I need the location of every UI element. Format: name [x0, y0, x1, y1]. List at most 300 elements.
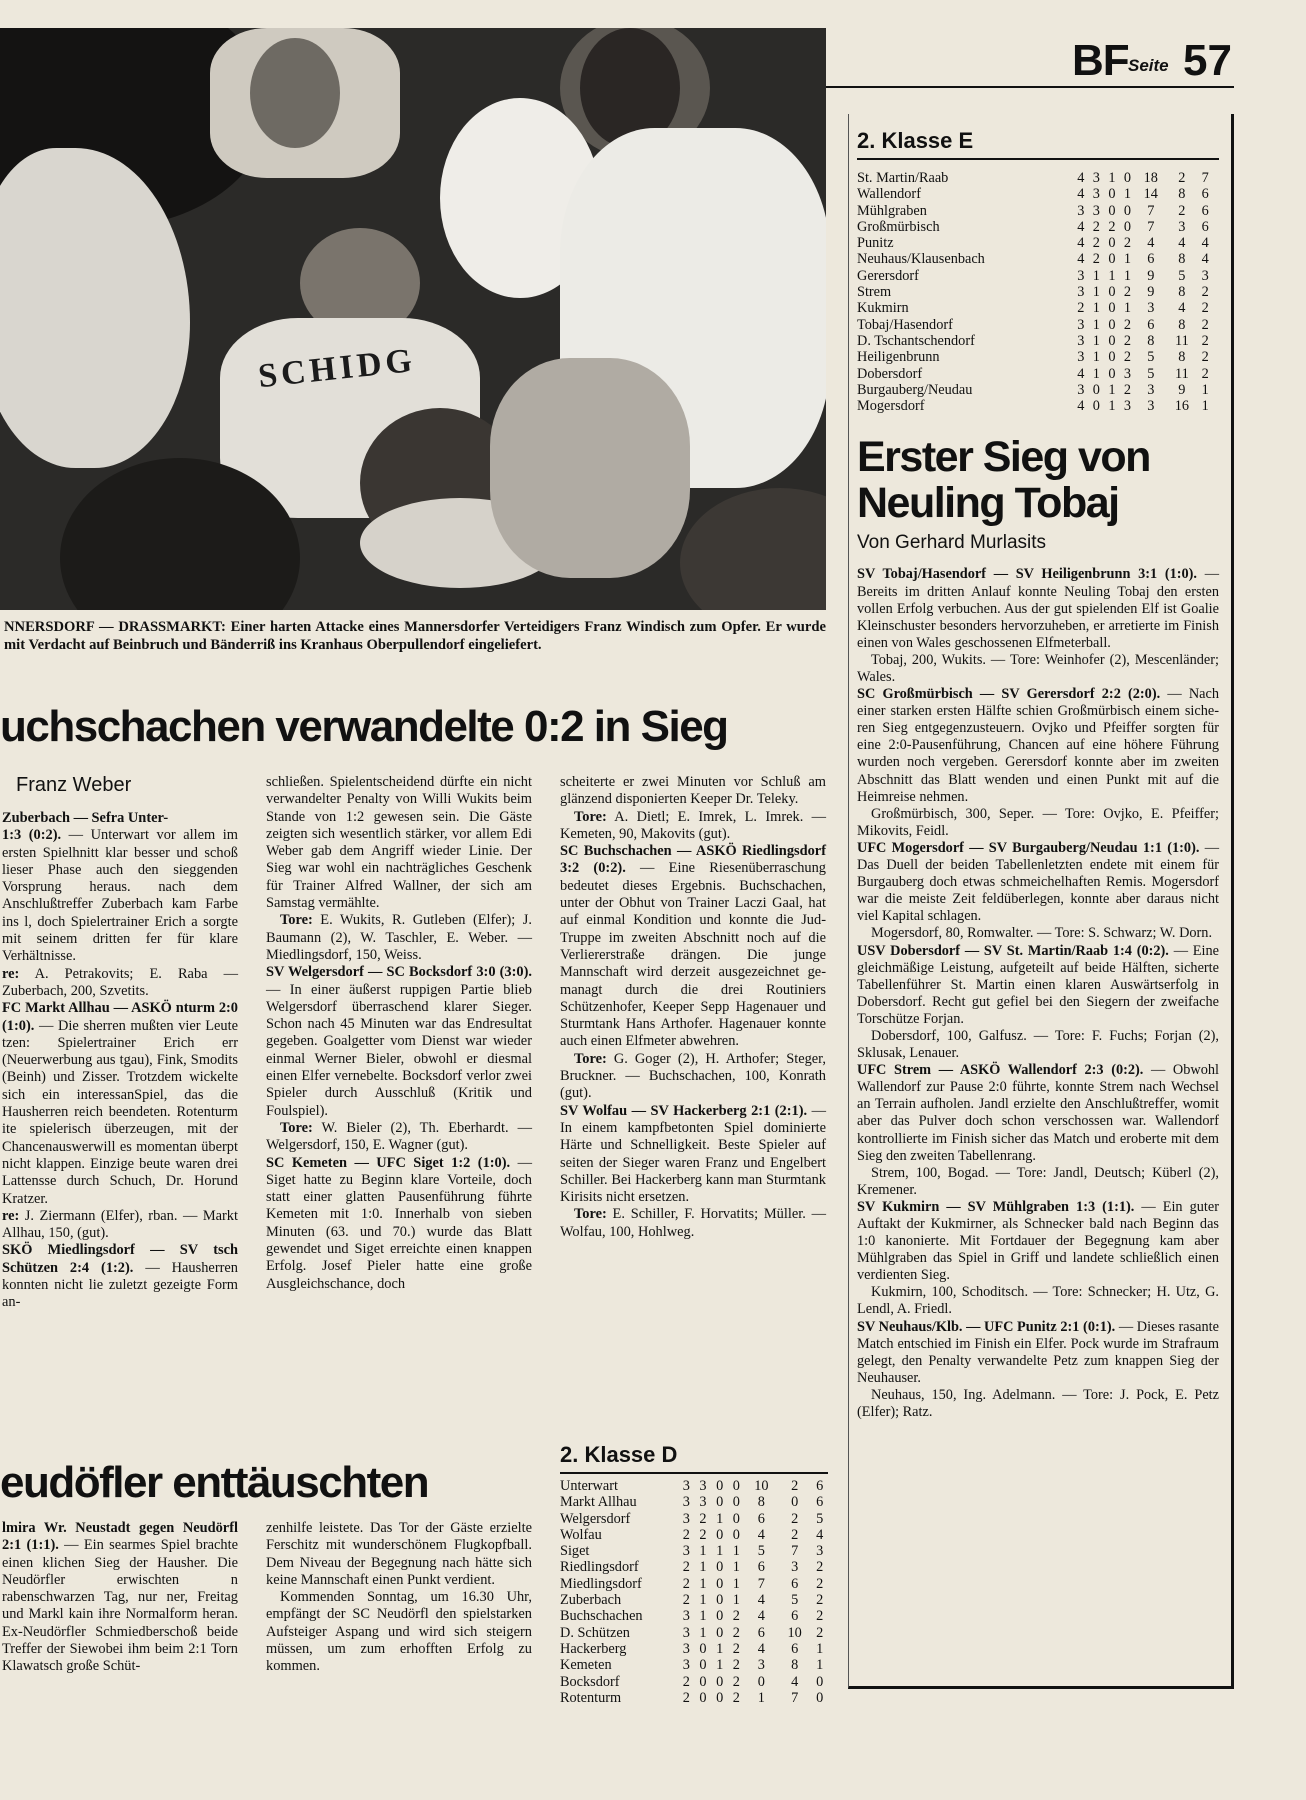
- brand-logo: BF: [1072, 36, 1129, 85]
- stat-cell: 3: [1123, 365, 1132, 382]
- team-name: Burgauberg/Neudau: [857, 381, 973, 398]
- stat-cell: 0: [716, 1559, 724, 1576]
- stat-cell: 4: [791, 1673, 799, 1690]
- standings-row: [560, 1641, 828, 1657]
- stat-cell: 2: [1123, 332, 1132, 349]
- stat-cell: 8: [1147, 332, 1155, 349]
- stat-cell: 3: [1077, 332, 1085, 349]
- team-name: Welgersdorf: [560, 1510, 631, 1527]
- stat-cell: 1: [699, 1543, 707, 1560]
- stat-cell: 8: [1178, 251, 1186, 268]
- team-name: Hackerberg: [560, 1640, 627, 1657]
- stat-cell: 6: [791, 1608, 799, 1625]
- klasse-e-title: 2. Klasse E: [857, 128, 974, 153]
- stat-cell: 0: [791, 1494, 799, 1511]
- stat-cell: 6: [791, 1640, 799, 1657]
- stat-cell: 4: [1178, 300, 1186, 317]
- stat-cell: 6: [757, 1624, 765, 1641]
- team-name: Strem: [857, 284, 892, 301]
- paragraph: SC Buchschachen — ASKÖ Riedlingsdorf 3:2 (0:2). — Eine Riesenüberraschung bedeutet dieses Ergebnis. Buchschachen, unter der Obhut von Trainer Laczi Gaal, hat auf einmal Kondition und konnte die JudTruppe im zweiten Abschnitt noch auf die Verliererstraße drängen. Die junge Mannschaft wird derzeit ausgezeichnet gemanagt durch die drei Routiniers Schützenhofer, Keeper Sepp Hagenauer und Sturmtank Hans Arthofer. Hagenauer konnte auch einen Elfmeter abwehren.: [560, 843, 826, 1050]
- stat-cell: 16: [1174, 398, 1190, 415]
- stat-cell: 2: [1123, 349, 1132, 366]
- stat-cell: 1: [816, 1640, 824, 1657]
- stat-cell: 1: [716, 1510, 724, 1527]
- stat-cell: 0: [699, 1657, 707, 1674]
- stat-cell: 2: [682, 1689, 690, 1706]
- stat-cell: 4: [1077, 170, 1085, 186]
- headline-tobaj-line1: Erster Sieg von: [857, 433, 1150, 482]
- team-name: Großmürbisch: [857, 218, 940, 235]
- standings-row: [560, 1608, 828, 1624]
- stat-cell: 7: [1147, 218, 1155, 235]
- paragraph: SV Kukmirn — SV Mühlgraben 1:3 (1:1). — Ein guter Auftakt der Kukmirner, als Schnecker bald nach Beginn das 1:0 kanonierte. Mit Fortdauer der Begegnung kam aber Mühlgraben das Spiel in Griff und landete schließlich einen verdienten Sieg.: [857, 1198, 1220, 1284]
- stat-cell: 5: [816, 1510, 824, 1527]
- stat-cell: 2: [1178, 202, 1186, 219]
- stat-cell: 0: [1123, 202, 1132, 219]
- stat-cell: 0: [716, 1575, 724, 1592]
- standings-row: [560, 1690, 828, 1706]
- stat-cell: 0: [1092, 398, 1100, 415]
- stat-cell: 3: [1077, 349, 1085, 366]
- stat-cell: 1: [699, 1575, 707, 1592]
- stat-cell: 2: [1201, 316, 1209, 333]
- page-label: Seite: [1128, 56, 1169, 75]
- stat-cell: 0: [1092, 381, 1100, 398]
- paragraph: Tore: E. Wukits, R. Gutleben (Elfer); J. Baumann (2), W. Taschler, E. Weber. — Miedlingsdorf, 150, Weiss.: [266, 912, 532, 963]
- stat-cell: 2: [816, 1624, 824, 1641]
- stat-cell: 2: [1201, 365, 1209, 382]
- section-rule: [560, 1472, 828, 1474]
- stat-cell: 7: [757, 1575, 765, 1592]
- standings-row: [857, 235, 1213, 251]
- stat-cell: 2: [732, 1673, 740, 1690]
- team-name: Tobaj/Hasendorf: [857, 316, 953, 333]
- stat-cell: 6: [1201, 186, 1209, 203]
- stat-cell: 5: [1147, 349, 1155, 366]
- standings-row: [857, 349, 1213, 365]
- stat-cell: 2: [732, 1689, 740, 1706]
- standings-row: [857, 203, 1213, 219]
- standings-row: [560, 1674, 828, 1690]
- stat-cell: 2: [699, 1526, 707, 1543]
- stat-cell: 0: [716, 1673, 724, 1690]
- stat-cell: 6: [757, 1559, 765, 1576]
- headline-buchschachen: uchschachen verwandelte 0:2 in Sieg: [0, 702, 728, 751]
- paragraph: Zuberbach — Sefra Unter-: [2, 810, 169, 826]
- team-name: Bocksdorf: [560, 1673, 620, 1690]
- stat-cell: 0: [1108, 332, 1116, 349]
- stat-cell: 2: [1108, 218, 1116, 235]
- stat-cell: 4: [1201, 235, 1209, 252]
- standings-row: [560, 1625, 828, 1641]
- stat-cell: 9: [1147, 267, 1155, 284]
- stat-cell: 3: [1123, 398, 1132, 415]
- stat-cell: 2: [732, 1624, 740, 1641]
- stat-cell: 3: [1077, 316, 1085, 333]
- right-column-box: [848, 114, 1234, 1689]
- team-name: Heiligenbrunn: [857, 349, 940, 366]
- stat-cell: 10: [754, 1478, 769, 1494]
- team-name: Unterwart: [560, 1478, 618, 1494]
- stat-cell: 0: [716, 1478, 724, 1494]
- stat-cell: 2: [1123, 235, 1132, 252]
- paragraph: SC Kemeten — UFC Siget 1:2 (1:0). — Siget hatte zu Beginn klare Vorteile, doch statt einer glatten Pausenführung führte Kemeten mit 1:0. Innerhalb von sieben Minuten (63. und 70.) wurde das Blatt gewendet und Siget erreichte einen knappen Erfolg. Josef Pieler hatte eine große Ausgleichschance, doch: [266, 1154, 532, 1292]
- article-left-col3: [560, 774, 826, 1241]
- stat-cell: 0: [1108, 316, 1116, 333]
- stat-cell: 2: [732, 1640, 740, 1657]
- paragraph: Großmürbisch, 300, Seper. — Tore: Ovjko, E. Pfeiffer; Mikovits, Feidl.: [857, 805, 1219, 839]
- stat-cell: 1: [757, 1689, 765, 1706]
- stat-cell: 4: [816, 1526, 824, 1543]
- stat-cell: 0: [757, 1673, 765, 1690]
- team-name: Wallendorf: [857, 186, 921, 203]
- stat-cell: 4: [1077, 251, 1085, 268]
- team-name: Miedlingsdorf: [560, 1575, 642, 1592]
- stat-cell: 8: [757, 1494, 765, 1511]
- stat-cell: 0: [1108, 365, 1116, 382]
- stat-cell: 2: [1201, 332, 1209, 349]
- team-name: Punitz: [857, 235, 894, 252]
- stat-cell: 1: [1092, 300, 1100, 317]
- stat-cell: 0: [1123, 170, 1132, 186]
- stat-cell: 2: [1092, 218, 1100, 235]
- paragraph: SV Tobaj/Hasendorf — SV Heiligenbrunn 3:1 (1:0). — Bereits im dritten Anlauf konnte Neuling Tobaj den ersten vollen Erfolg verbuchen. Aus der gut spielenden Elf ist Goalie Kleinschuster besonders hervorzuheben, er arretierte im Finish einen von Wales geschossenen Elfmeterball.: [857, 566, 1219, 651]
- stat-cell: 1: [1092, 284, 1100, 301]
- standings-row: [857, 398, 1213, 414]
- stat-cell: 3: [682, 1478, 690, 1494]
- stat-cell: 2: [791, 1526, 799, 1543]
- stat-cell: 2: [732, 1657, 740, 1674]
- standings-row: [857, 219, 1213, 235]
- paragraph: scheiterte er zwei Minuten vor Schluß am glänzend disponierten Keeper Dr. Teleky.: [560, 774, 826, 808]
- stat-cell: 2: [816, 1608, 824, 1625]
- stat-cell: 0: [1108, 251, 1116, 268]
- stat-cell: 0: [716, 1608, 724, 1625]
- stat-cell: 0: [1108, 202, 1116, 219]
- stat-cell: 0: [716, 1592, 724, 1609]
- stat-cell: 2: [1123, 284, 1132, 301]
- stat-cell: 2: [1201, 300, 1209, 317]
- standings-row: [857, 268, 1213, 284]
- stat-cell: 0: [732, 1510, 740, 1527]
- stat-cell: 0: [1108, 284, 1116, 301]
- stat-cell: 2: [1077, 300, 1085, 317]
- klasse-d-section: [560, 1442, 828, 1706]
- stat-cell: 8: [791, 1657, 799, 1674]
- stat-cell: 3: [791, 1559, 799, 1576]
- standings-row: [560, 1478, 828, 1494]
- stat-cell: 2: [791, 1510, 799, 1527]
- stat-cell: 6: [1201, 218, 1209, 235]
- stat-cell: 3: [1077, 202, 1085, 219]
- stat-cell: 7: [791, 1689, 799, 1706]
- standings-row: [857, 284, 1213, 300]
- team-name: Kemeten: [560, 1657, 612, 1674]
- team-name: Rotenturm: [560, 1689, 622, 1706]
- stat-cell: 0: [716, 1526, 724, 1543]
- stat-cell: 5: [757, 1543, 765, 1560]
- standings-row: [857, 382, 1213, 398]
- stat-cell: 0: [716, 1494, 724, 1511]
- team-name: Kukmirn: [857, 300, 909, 317]
- paragraph: Neuhaus, 150, Ing. Adelmann. — Tore: J. Pock, E. Petz (Elfer); Ratz.: [857, 1386, 1219, 1421]
- stat-cell: 3: [816, 1543, 824, 1560]
- paragraph: Dobersdorf, 100, Galfusz. — Tore: F. Fuchs; Forjan (2), Sklusak, Lenauer.: [857, 1027, 1219, 1062]
- stat-cell: 4: [1077, 235, 1085, 252]
- stat-cell: 3: [1077, 267, 1085, 284]
- standings-row: [560, 1559, 828, 1575]
- stat-cell: 1: [732, 1575, 740, 1592]
- stat-cell: 1: [1201, 381, 1209, 398]
- paragraph: SV Welgersdorf — SC Bocksdorf 3:0 (3:0). — In einer äußerst ruppigen Partie blieb Welgersdorf überraschend klarer Sieger. Schon nach 45 Minuten war das Endresultat gegeben. Goalgetter vom Dienst war wieder einmal Werner Bieler, obwohl er diesmal einen Elfer vernebelte. Bocksdorf verlor zwei Spieler durch Ausschluß (Kritik und Foulspiel).: [266, 964, 532, 1119]
- stat-cell: 0: [716, 1689, 724, 1706]
- stat-cell: 6: [816, 1478, 824, 1494]
- stat-cell: 4: [1178, 235, 1186, 252]
- stat-cell: 1: [1092, 349, 1100, 366]
- headline-neudoerfler: eudöfler enttäuschten: [0, 1458, 429, 1507]
- stat-cell: 1: [1123, 267, 1132, 284]
- stat-cell: 3: [1201, 267, 1209, 284]
- stat-cell: 3: [757, 1657, 765, 1674]
- stat-cell: 5: [1147, 365, 1155, 382]
- stat-cell: 7: [1147, 202, 1155, 219]
- article-left-col1: [2, 810, 238, 1312]
- stat-cell: 7: [791, 1543, 799, 1560]
- stat-cell: 10: [787, 1624, 802, 1641]
- stat-cell: 1: [699, 1559, 707, 1576]
- stat-cell: 3: [1092, 170, 1100, 186]
- stat-cell: 0: [699, 1689, 707, 1706]
- paragraph: Kommenden Sonntag, um 16.30 Uhr, empfängt der SC Neudörfl den spielstarken Aufsteiger Aspang und wird sich steigern müssen, um zum erhofften Erfolg zu kommen.: [266, 1589, 532, 1675]
- paragraph: SKÖ Miedlingsdorf — SV tsch Schützen 2:4 (1:2). — Hausherren konnten nicht lie zuletzt gezeigte Form an-: [2, 1242, 238, 1311]
- stat-cell: 3: [682, 1510, 690, 1527]
- stat-cell: 9: [1147, 284, 1155, 301]
- stat-cell: 2: [682, 1559, 690, 1576]
- paragraph: 1:3 (0:2). — Unterwart vor allem im ersten Spielhnitt klar besser und schoß lieser Phase auch den sieggenden Vorsprung heraus. nach dem Anschlußtreffer Zuberbach kam Farbe ins l, doch Spielertrainer Erich a sorgte mit seinem dritten fer für klare Verhältnisse.: [2, 827, 238, 965]
- article-left-col2: [266, 774, 532, 1293]
- stat-cell: 2: [1092, 251, 1100, 268]
- stat-cell: 3: [682, 1543, 690, 1560]
- stat-cell: 14: [1143, 186, 1158, 203]
- stat-cell: 1: [1108, 398, 1116, 415]
- stat-cell: 8: [1178, 349, 1186, 366]
- stat-cell: 1: [1108, 170, 1116, 186]
- page-number: 57: [1183, 36, 1232, 85]
- stat-cell: 0: [732, 1526, 740, 1543]
- article-right-body: [857, 566, 1219, 1421]
- stat-cell: 11: [1174, 365, 1189, 382]
- stat-cell: 3: [1147, 398, 1155, 415]
- stat-cell: 1: [1092, 365, 1100, 382]
- stat-cell: 1: [816, 1657, 824, 1674]
- stat-cell: 3: [682, 1657, 690, 1674]
- stat-cell: 6: [757, 1510, 765, 1527]
- stat-cell: 0: [732, 1494, 740, 1511]
- stat-cell: 1: [1201, 398, 1209, 415]
- article-bottom-col1: [2, 1520, 238, 1676]
- stat-cell: 6: [1201, 202, 1209, 219]
- stat-cell: 1: [1092, 316, 1100, 333]
- stat-cell: 2: [816, 1559, 824, 1576]
- article-bottom-col2: [266, 1520, 532, 1676]
- paragraph: re: A. Petrakovits; E. Raba — Zuberbach, 200, Szvetits.: [2, 965, 238, 999]
- stat-cell: 8: [1178, 284, 1186, 301]
- stat-cell: 4: [757, 1526, 765, 1543]
- standings-row: [560, 1511, 828, 1527]
- paragraph: schließen. Spielentscheidend dürfte ein nicht verwandelter Penalty von Willi Wukits beim Stande von 1:2 gewesen sein. Die Gäste zeigten sich wesentlich stärker, vor allem Edi Weber gab dem Angriff wieder Linie. Der Sieg war wohl ein nachträgliches Geschenk für Trainer Alfred Wallner, der sich am Samstag vermählte.: [266, 774, 532, 912]
- standings-row: [857, 170, 1213, 186]
- paragraph: UFC Strem — ASKÖ Wallendorf 2:3 (0:2). — Obwohl Wallendorf zur Pause 2:0 führte, konnte Strem nach Wechsel an Terrain aufholen. Jandl erzielte den Anschlußtreffer, womit aber das Pulver doch schon verschossen war. Wallendorf kontrollierte im Finish sicher das Match und eroberte mit dem Sieg den zweiten Tabellenrang.: [857, 1062, 1220, 1164]
- team-name: Mühlgraben: [857, 202, 927, 219]
- stat-cell: 0: [732, 1478, 740, 1494]
- byline-left: Franz Weber: [16, 774, 132, 796]
- byline-right: Von Gerhard Murlasits: [857, 532, 1047, 554]
- team-name: Neuhaus/Klausenbach: [857, 251, 985, 268]
- stat-cell: 3: [1092, 186, 1100, 203]
- team-name: Siget: [560, 1543, 590, 1560]
- stat-cell: 3: [1147, 381, 1155, 398]
- stat-cell: 2: [732, 1608, 740, 1625]
- stat-cell: 0: [1123, 218, 1132, 235]
- stat-cell: 3: [682, 1640, 690, 1657]
- paragraph: Tore: W. Bieler (2), Th. Eberhardt. — Welgersdorf, 150, E. Wagner (gut).: [266, 1119, 532, 1154]
- stat-cell: 3: [699, 1478, 707, 1494]
- stat-cell: 9: [1178, 381, 1186, 398]
- headline-tobaj-line2: Neuling Tobaj: [857, 479, 1119, 528]
- stat-cell: 4: [1077, 365, 1085, 382]
- team-name: Mogersdorf: [857, 398, 925, 415]
- stat-cell: 0: [699, 1673, 707, 1690]
- stat-cell: 1: [732, 1543, 740, 1560]
- stat-cell: 6: [1147, 316, 1155, 333]
- paragraph: SV Neuhaus/Klb. — UFC Punitz 2:1 (0:1). — Dieses rasante Match entschied im Finish ein Elfer. Pock wurde im Strafraum gelegt, den Penalty verwandelte Petz zum knappen Sieg der Neuhauser.: [857, 1318, 1219, 1386]
- photo-caption: NNERSDORF — DRASSMARKT: Einer harten Attacke eines Mannersdorfer Verteidigers Franz Windisch zum Opfer. Er wurde mit Verdacht auf Beinbruch und Bänderriß ins Kranhaus Oberpullendorf eingeliefert.: [4, 619, 826, 653]
- stat-cell: 3: [682, 1494, 690, 1511]
- stat-cell: 0: [1108, 300, 1116, 317]
- stat-cell: 0: [1108, 349, 1116, 366]
- team-name: Buchschachen: [560, 1608, 643, 1625]
- stat-cell: 1: [716, 1657, 724, 1674]
- paragraph: USV Dobersdorf — SV St. Martin/Raab 1:4 (0:2). — Eine gleichmäßige Leistung, aufgeteilt auf beide Hälften, sicherte Tabellenführer St. Martin einen klaren Auswärtserfolg in Dobersdorf. Recht gut gefiel bei den Siegern der zweifache Torschütze Forjan.: [857, 942, 1219, 1027]
- stat-cell: 5: [791, 1592, 799, 1609]
- paragraph: lmira Wr. Neustadt gegen Neudörfl 2:1 (1:1). — Ein searmes Spiel brachte einen klichen Sieg der Hausher. Die Neudörfler erwischten n rabenschwarzen Tag, nur ner, Freitag und Markl kain ihre Normalform heran. Ex-Neudörfler Schmiedberschoß beide Treffer der Siewobei ihm beim 2:1 Torn Klawatsch große Schüt-: [2, 1520, 238, 1675]
- stat-cell: 4: [757, 1592, 765, 1609]
- paragraph: UFC Mogersdorf — SV Burgauberg/Neudau 1:1 (1:0). — Das Duell der beiden Tabellenletzten endete mit einem für Burgauberg doch etwas schmeichelhaften Remis. Mogersdorf war die meiste Zeit feldüberlegen, konnte aber daraus nicht viel Kapital schlagen.: [857, 839, 1220, 925]
- standings-row: [560, 1657, 828, 1673]
- stat-cell: 4: [1147, 235, 1155, 252]
- stat-cell: 2: [1201, 284, 1209, 301]
- stat-cell: 1: [1092, 267, 1100, 284]
- paragraph: Tobaj, 200, Wukits. — Tore: Weinhofer (2), Mescenländer; Wales.: [857, 651, 1219, 686]
- standings-row: [857, 317, 1213, 333]
- shirt-lettering: SCHIDG: [256, 341, 418, 396]
- stat-cell: 2: [816, 1575, 824, 1592]
- stat-cell: 11: [1174, 332, 1189, 349]
- stat-cell: 3: [682, 1624, 690, 1641]
- paragraph: zenhilfe leistete. Das Tor der Gäste erzielte Ferschitz mit wunderschönem Flugkopfball. Dem Niveau der Begegnung nach hätte sich keine Mannschaft einen Punkt verdient.: [266, 1520, 532, 1588]
- team-name: Zuberbach: [560, 1592, 622, 1609]
- stat-cell: 6: [816, 1494, 824, 1511]
- standings-row: [857, 251, 1213, 267]
- paragraph: Mogersdorf, 80, Romwalter. — Tore: S. Schwarz; W. Dorn.: [871, 925, 1213, 942]
- stat-cell: 1: [699, 1608, 707, 1625]
- stat-cell: 3: [699, 1494, 707, 1511]
- stat-cell: 5: [1178, 267, 1186, 284]
- stat-cell: 4: [1077, 398, 1085, 415]
- stat-cell: 1: [1123, 186, 1132, 203]
- stat-cell: 1: [732, 1592, 740, 1609]
- klasse-d-title: 2. Klasse D: [560, 1442, 678, 1467]
- masthead-rule: [826, 86, 1234, 88]
- stat-cell: 0: [1108, 235, 1116, 252]
- team-name: Riedlingsdorf: [560, 1559, 639, 1576]
- team-name: D. Schützen: [560, 1624, 630, 1641]
- match-photo: [0, 28, 826, 610]
- team-name: Markt Allhau: [560, 1494, 637, 1511]
- stat-cell: 1: [699, 1592, 707, 1609]
- team-name: Dobersdorf: [857, 365, 923, 382]
- stat-cell: 18: [1143, 170, 1158, 186]
- paragraph: Tore: G. Goger (2), H. Arthofer; Steger, Bruckner. — Buchschachen, 100, Konrath (gut).: [560, 1050, 826, 1102]
- masthead: [1072, 36, 1232, 84]
- klasse-e-table: [857, 170, 1213, 414]
- standings-row: [560, 1543, 828, 1559]
- stat-cell: 1: [1123, 251, 1132, 268]
- stat-cell: 1: [1123, 300, 1132, 317]
- klasse-d-table: [560, 1478, 828, 1706]
- stat-cell: 6: [1147, 251, 1155, 268]
- stat-cell: 1: [699, 1624, 707, 1641]
- section-rule: [857, 158, 1219, 160]
- stat-cell: 2: [682, 1575, 690, 1592]
- paragraph: re: J. Ziermann (Elfer), rban. — Markt Allhau, 150, (gut).: [2, 1207, 238, 1242]
- team-name: D. Tschantschendorf: [857, 332, 975, 349]
- paragraph: FC Markt Allhau — ASKÖ nturm 2:0 (1:0). — Die sherren mußten vier Leute tzen: Spielertrainer Erich err (Neuerwerbung aus tgau), Fink, Smodits (Beinh) und Zisser. Trotzdem wickelte sich ein interessanSpiel, das die Hausherren reich beendeten. Rotenturm ite spielerisch überzeugen, mit der Chancenauswerwill es momentan überpt nicht klappen. Einzige beute waren drei Lattensse durch Schuch, Dr. Horund Kratzer.: [2, 1000, 238, 1207]
- stat-cell: 2: [1201, 349, 1209, 366]
- stat-cell: 0: [816, 1673, 824, 1690]
- team-name: Wolfau: [560, 1526, 602, 1543]
- stat-cell: 2: [682, 1673, 690, 1690]
- stat-cell: 0: [699, 1640, 707, 1657]
- stat-cell: 2: [1092, 235, 1100, 252]
- stat-cell: 4: [757, 1640, 765, 1657]
- paragraph: Strem, 100, Bogad. — Tore: Jandl, Deutsch; Küberl (2), Kremener.: [857, 1164, 1219, 1198]
- stat-cell: 1: [1108, 381, 1116, 398]
- standings-row: [560, 1494, 828, 1510]
- paragraph: SC Großmürbisch — SV Gerersdorf 2:2 (2:0). — Nach einer starken ersten Hälfte schien Großmürbisch einem sicheren Sieg entgegenzusteuern. Ovjko und Pfeiffer sorgten für eine 2:0-Pausenführung, Chancen auf eine höhere Führung wurden noch vergeben. Gerersdorf konnte aber im zweiten Abschnitt das Blatt wenden und einen Punkt mit auf die Heimreise nehmen.: [857, 686, 1219, 805]
- paragraph: SV Wolfau — SV Hackerberg 2:1 (2:1). — In einem kampfbetonten Spiel dominierte Härte und Schnelligkeit. Beste Spieler auf seiten der Sieger waren Franz und Engelbert Schiller. Bei Hackerberg kann man Sturmtank Kirisits nicht ersetzen.: [560, 1102, 826, 1206]
- paragraph: Kukmirn, 100, Schoditsch. — Tore: Schnecker; H. Utz, G. Lendl, A. Friedl.: [857, 1284, 1219, 1318]
- stat-cell: 1: [1108, 267, 1116, 284]
- stat-cell: 2: [1178, 170, 1186, 186]
- stat-cell: 0: [716, 1624, 724, 1641]
- team-name: Gerersdorf: [857, 267, 919, 284]
- stat-cell: 4: [757, 1608, 765, 1625]
- stat-cell: 3: [1077, 284, 1085, 301]
- stat-cell: 2: [1123, 316, 1132, 333]
- stat-cell: 2: [699, 1510, 707, 1527]
- stat-cell: 2: [682, 1592, 690, 1609]
- stat-cell: 3: [1178, 218, 1186, 235]
- stat-cell: 3: [1077, 381, 1085, 398]
- standings-row: [857, 366, 1213, 382]
- stat-cell: 3: [1092, 202, 1100, 219]
- standings-row: [560, 1576, 828, 1592]
- stat-cell: 6: [791, 1575, 799, 1592]
- paragraph: Tore: E. Schiller, F. Horvatits; Müller. — Wolfau, 100, Hohlweg.: [560, 1206, 826, 1240]
- stat-cell: 3: [682, 1608, 690, 1625]
- stat-cell: 1: [716, 1543, 724, 1560]
